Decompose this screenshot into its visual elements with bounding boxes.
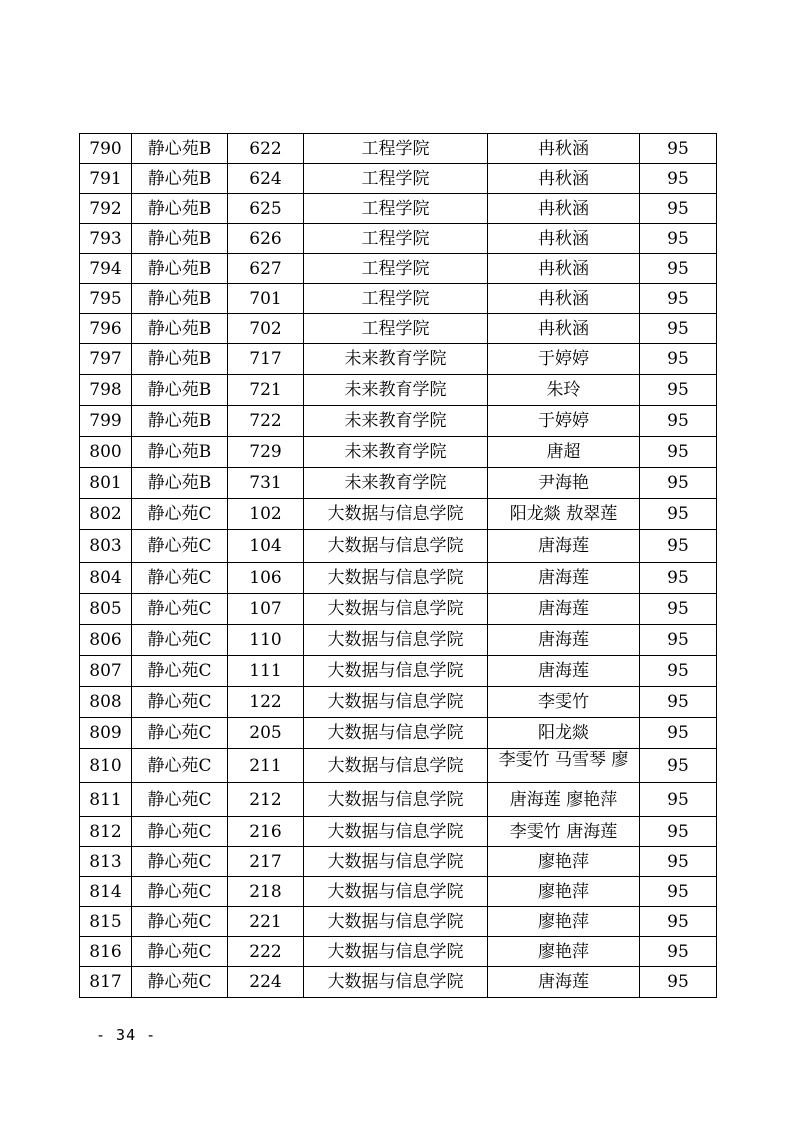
building-cell: 静心苑C [132, 817, 228, 847]
staff-cell: 阳龙燚 敖翠莲 [488, 499, 640, 530]
building-cell: 静心苑B [132, 254, 228, 284]
row-number-cell: 811 [80, 783, 132, 817]
college-cell: 大数据与信息学院 [304, 817, 488, 847]
staff-cell: 阳龙燚 [488, 718, 640, 749]
building-cell: 静心苑B [132, 224, 228, 254]
table-row [80, 687, 717, 718]
college-cell: 大数据与信息学院 [304, 563, 488, 594]
college-cell: 工程学院 [304, 224, 488, 254]
staff-cell: 廖艳萍 [488, 877, 640, 907]
building-cell: 静心苑B [132, 468, 228, 499]
row-number-cell: 809 [80, 718, 132, 749]
row-number-cell: 808 [80, 687, 132, 718]
score-cell: 95 [640, 718, 717, 749]
score-cell: 95 [640, 563, 717, 594]
table-row [80, 254, 717, 284]
building-cell: 静心苑C [132, 749, 228, 783]
row-number-cell: 805 [80, 594, 132, 625]
college-cell: 未来教育学院 [304, 375, 488, 406]
staff-cell: 廖艳萍 [488, 907, 640, 937]
row-number-cell: 816 [80, 937, 132, 967]
row-number-cell: 810 [80, 749, 132, 783]
room-number-cell: 211 [228, 749, 304, 783]
table-row [80, 437, 717, 468]
table-body [80, 134, 717, 998]
staff-cell: 廖艳萍 [488, 937, 640, 967]
score-cell: 95 [640, 907, 717, 937]
table-row [80, 344, 717, 375]
room-number-cell: 721 [228, 375, 304, 406]
building-cell: 静心苑C [132, 687, 228, 718]
staff-cell: 唐海莲 [488, 967, 640, 998]
staff-cell: 唐超 [488, 437, 640, 468]
table-row [80, 594, 717, 625]
college-cell: 大数据与信息学院 [304, 847, 488, 877]
building-cell: 静心苑C [132, 563, 228, 594]
staff-cell: 于婷婷 [488, 406, 640, 437]
row-number-cell: 812 [80, 817, 132, 847]
college-cell: 大数据与信息学院 [304, 499, 488, 530]
college-cell: 大数据与信息学院 [304, 656, 488, 687]
row-number-cell: 800 [80, 437, 132, 468]
room-number-cell: 626 [228, 224, 304, 254]
table-row [80, 656, 717, 687]
score-cell: 95 [640, 937, 717, 967]
score-cell: 95 [640, 499, 717, 530]
room-number-cell: 212 [228, 783, 304, 817]
table-row [80, 284, 717, 314]
score-cell: 95 [640, 164, 717, 194]
row-number-cell: 793 [80, 224, 132, 254]
room-number-cell: 701 [228, 284, 304, 314]
college-cell: 大数据与信息学院 [304, 877, 488, 907]
building-cell: 静心苑B [132, 194, 228, 224]
staff-cell: 朱玲 [488, 375, 640, 406]
score-cell: 95 [640, 224, 717, 254]
room-number-cell: 717 [228, 344, 304, 375]
table-row [80, 499, 717, 530]
staff-cell: 李雯竹 马雪琴 廖 [488, 749, 640, 783]
building-cell: 静心苑B [132, 437, 228, 468]
table-row [80, 406, 717, 437]
room-number-cell: 110 [228, 625, 304, 656]
table-row [80, 314, 717, 344]
table-row [80, 164, 717, 194]
row-number-cell: 807 [80, 656, 132, 687]
staff-cell: 冉秋涵 [488, 314, 640, 344]
table-row [80, 749, 717, 783]
building-cell: 静心苑B [132, 406, 228, 437]
score-cell: 95 [640, 314, 717, 344]
college-cell: 未来教育学院 [304, 344, 488, 375]
college-cell: 工程学院 [304, 134, 488, 164]
row-number-cell: 791 [80, 164, 132, 194]
score-cell: 95 [640, 468, 717, 499]
room-number-cell: 625 [228, 194, 304, 224]
score-cell: 95 [640, 656, 717, 687]
building-cell: 静心苑C [132, 907, 228, 937]
building-cell: 静心苑C [132, 656, 228, 687]
score-cell: 95 [640, 406, 717, 437]
table-row [80, 530, 717, 563]
room-number-cell: 107 [228, 594, 304, 625]
building-cell: 静心苑B [132, 134, 228, 164]
room-number-cell: 702 [228, 314, 304, 344]
dormitory-score-table [79, 133, 717, 998]
score-cell: 95 [640, 687, 717, 718]
table-row [80, 224, 717, 254]
staff-cell: 于婷婷 [488, 344, 640, 375]
room-number-cell: 722 [228, 406, 304, 437]
staff-cell: 冉秋涵 [488, 134, 640, 164]
row-number-cell: 804 [80, 563, 132, 594]
building-cell: 静心苑C [132, 847, 228, 877]
staff-cell: 冉秋涵 [488, 194, 640, 224]
staff-cell: 冉秋涵 [488, 224, 640, 254]
building-cell: 静心苑B [132, 344, 228, 375]
staff-cell: 李雯竹 [488, 687, 640, 718]
college-cell: 工程学院 [304, 254, 488, 284]
row-number-cell: 792 [80, 194, 132, 224]
score-cell: 95 [640, 284, 717, 314]
staff-cell: 唐海莲 [488, 530, 640, 563]
building-cell: 静心苑C [132, 499, 228, 530]
row-number-cell: 803 [80, 530, 132, 563]
staff-cell: 李雯竹 唐海莲 [488, 817, 640, 847]
room-number-cell: 122 [228, 687, 304, 718]
room-number-cell: 627 [228, 254, 304, 284]
room-number-cell: 221 [228, 907, 304, 937]
row-number-cell: 801 [80, 468, 132, 499]
room-number-cell: 104 [228, 530, 304, 563]
staff-cell: 唐海莲 [488, 563, 640, 594]
staff-cell: 冉秋涵 [488, 284, 640, 314]
score-cell: 95 [640, 783, 717, 817]
room-number-cell: 217 [228, 847, 304, 877]
row-number-cell: 799 [80, 406, 132, 437]
college-cell: 大数据与信息学院 [304, 783, 488, 817]
score-cell: 95 [640, 847, 717, 877]
table-row [80, 817, 717, 847]
college-cell: 大数据与信息学院 [304, 749, 488, 783]
building-cell: 静心苑C [132, 937, 228, 967]
room-number-cell: 205 [228, 718, 304, 749]
row-number-cell: 806 [80, 625, 132, 656]
table-row [80, 194, 717, 224]
score-cell: 95 [640, 594, 717, 625]
room-number-cell: 106 [228, 563, 304, 594]
row-number-cell: 796 [80, 314, 132, 344]
row-number-cell: 817 [80, 967, 132, 998]
college-cell: 大数据与信息学院 [304, 967, 488, 998]
score-cell: 95 [640, 344, 717, 375]
page-number: - 34 - [96, 1026, 157, 1044]
college-cell: 未来教育学院 [304, 468, 488, 499]
table-row [80, 847, 717, 877]
room-number-cell: 731 [228, 468, 304, 499]
room-number-cell: 222 [228, 937, 304, 967]
table-row [80, 134, 717, 164]
score-cell: 95 [640, 375, 717, 406]
college-cell: 工程学院 [304, 164, 488, 194]
staff-cell: 唐海莲 廖艳萍 [488, 783, 640, 817]
college-cell: 大数据与信息学院 [304, 530, 488, 563]
row-number-cell: 798 [80, 375, 132, 406]
row-number-cell: 815 [80, 907, 132, 937]
score-cell: 95 [640, 817, 717, 847]
score-cell: 95 [640, 749, 717, 783]
college-cell: 大数据与信息学院 [304, 594, 488, 625]
row-number-cell: 794 [80, 254, 132, 284]
table-row [80, 967, 717, 998]
room-number-cell: 624 [228, 164, 304, 194]
score-cell: 95 [640, 194, 717, 224]
score-cell: 95 [640, 530, 717, 563]
room-number-cell: 111 [228, 656, 304, 687]
staff-cell: 冉秋涵 [488, 164, 640, 194]
table-row [80, 718, 717, 749]
table-row [80, 783, 717, 817]
building-cell: 静心苑C [132, 967, 228, 998]
row-number-cell: 802 [80, 499, 132, 530]
table-row [80, 468, 717, 499]
staff-cell: 尹海艳 [488, 468, 640, 499]
building-cell: 静心苑C [132, 594, 228, 625]
row-number-cell: 813 [80, 847, 132, 877]
row-number-cell: 814 [80, 877, 132, 907]
building-cell: 静心苑B [132, 375, 228, 406]
building-cell: 静心苑C [132, 530, 228, 563]
room-number-cell: 102 [228, 499, 304, 530]
college-cell: 大数据与信息学院 [304, 687, 488, 718]
staff-cell: 冉秋涵 [488, 254, 640, 284]
row-number-cell: 797 [80, 344, 132, 375]
row-number-cell: 795 [80, 284, 132, 314]
table-row [80, 375, 717, 406]
room-number-cell: 216 [228, 817, 304, 847]
staff-cell: 廖艳萍 [488, 847, 640, 877]
table-row [80, 625, 717, 656]
room-number-cell: 224 [228, 967, 304, 998]
building-cell: 静心苑C [132, 625, 228, 656]
college-cell: 未来教育学院 [304, 437, 488, 468]
table-row [80, 907, 717, 937]
building-cell: 静心苑B [132, 164, 228, 194]
college-cell: 工程学院 [304, 194, 488, 224]
score-cell: 95 [640, 877, 717, 907]
score-cell: 95 [640, 625, 717, 656]
building-cell: 静心苑C [132, 718, 228, 749]
college-cell: 工程学院 [304, 284, 488, 314]
room-number-cell: 622 [228, 134, 304, 164]
staff-cell: 唐海莲 [488, 625, 640, 656]
college-cell: 大数据与信息学院 [304, 907, 488, 937]
college-cell: 大数据与信息学院 [304, 718, 488, 749]
room-number-cell: 729 [228, 437, 304, 468]
room-number-cell: 218 [228, 877, 304, 907]
college-cell: 大数据与信息学院 [304, 937, 488, 967]
table-row [80, 937, 717, 967]
row-number-cell: 790 [80, 134, 132, 164]
score-cell: 95 [640, 967, 717, 998]
score-cell: 95 [640, 134, 717, 164]
staff-cell: 唐海莲 [488, 594, 640, 625]
building-cell: 静心苑B [132, 284, 228, 314]
table-row [80, 563, 717, 594]
college-cell: 大数据与信息学院 [304, 625, 488, 656]
building-cell: 静心苑B [132, 314, 228, 344]
staff-cell: 唐海莲 [488, 656, 640, 687]
building-cell: 静心苑C [132, 877, 228, 907]
building-cell: 静心苑C [132, 783, 228, 817]
college-cell: 工程学院 [304, 314, 488, 344]
table-row [80, 877, 717, 907]
college-cell: 未来教育学院 [304, 406, 488, 437]
score-cell: 95 [640, 437, 717, 468]
score-cell: 95 [640, 254, 717, 284]
